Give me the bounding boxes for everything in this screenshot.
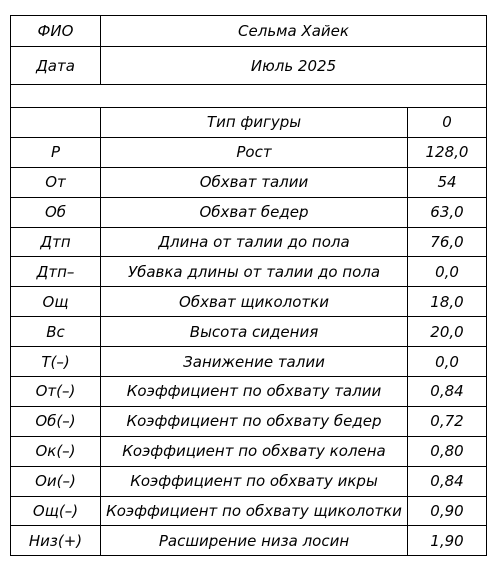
table-row xyxy=(11,137,487,167)
code-cell: От xyxy=(11,167,101,197)
value-cell: 0,0 xyxy=(408,257,487,287)
code-cell: Об xyxy=(11,197,101,227)
table-row xyxy=(11,436,487,466)
description-cell: Тип фигуры xyxy=(101,108,408,138)
code-cell: От(–) xyxy=(11,377,101,407)
description-cell: Обхват щиколотки xyxy=(101,287,408,317)
description-cell: Убавка длины от талии до пола xyxy=(101,257,408,287)
code-cell: Низ(+) xyxy=(11,526,101,556)
code-cell: Р xyxy=(11,137,101,167)
code-cell: Дтп xyxy=(11,227,101,257)
description-cell: Коэффициент по обхвату икры xyxy=(101,466,408,496)
name-label: ФИО xyxy=(11,16,101,47)
name-row xyxy=(11,16,487,47)
code-cell: Ощ(–) xyxy=(11,496,101,526)
spacer-row xyxy=(11,85,487,108)
code-cell: Вс xyxy=(11,317,101,347)
code-cell: Дтп– xyxy=(11,257,101,287)
description-cell: Коэффициент по обхвату щиколотки xyxy=(101,496,408,526)
table-row xyxy=(11,466,487,496)
date-label: Дата xyxy=(11,47,101,85)
table-row xyxy=(11,347,487,377)
description-cell: Коэффициент по обхвату талии xyxy=(101,377,408,407)
table-row xyxy=(11,257,487,287)
value-cell: 0,72 xyxy=(408,406,487,436)
table-row xyxy=(11,227,487,257)
value-cell: 18,0 xyxy=(408,287,487,317)
table-row xyxy=(11,377,487,407)
code-cell: Ощ xyxy=(11,287,101,317)
description-cell: Обхват талии xyxy=(101,167,408,197)
code-cell: Ок(–) xyxy=(11,436,101,466)
description-cell: Расширение низа лосин xyxy=(101,526,408,556)
table-row xyxy=(11,108,487,138)
code-cell: Ои(–) xyxy=(11,466,101,496)
name-value: Сельма Хайек xyxy=(101,16,487,47)
value-cell: 0,90 xyxy=(408,496,487,526)
value-cell: 0,84 xyxy=(408,377,487,407)
table-row xyxy=(11,526,487,556)
table-row xyxy=(11,167,487,197)
table-row xyxy=(11,197,487,227)
value-cell: 0,80 xyxy=(408,436,487,466)
description-cell: Коэффициент по обхвату колена xyxy=(101,436,408,466)
table-row xyxy=(11,406,487,436)
measurement-table xyxy=(10,15,487,556)
code-cell xyxy=(11,108,101,138)
value-cell: 0,84 xyxy=(408,466,487,496)
value-cell: 0 xyxy=(408,108,487,138)
table-row xyxy=(11,496,487,526)
description-cell: Коэффициент по обхвату бедер xyxy=(101,406,408,436)
date-row xyxy=(11,47,487,85)
description-cell: Длина от талии до пола xyxy=(101,227,408,257)
value-cell: 128,0 xyxy=(408,137,487,167)
value-cell: 20,0 xyxy=(408,317,487,347)
code-cell: Т(–) xyxy=(11,347,101,377)
value-cell: 54 xyxy=(408,167,487,197)
description-cell: Обхват бедер xyxy=(101,197,408,227)
spacer-cell xyxy=(11,85,487,108)
value-cell: 1,90 xyxy=(408,526,487,556)
value-cell: 76,0 xyxy=(408,227,487,257)
value-cell: 0,0 xyxy=(408,347,487,377)
value-cell: 63,0 xyxy=(408,197,487,227)
code-cell: Об(–) xyxy=(11,406,101,436)
description-cell: Рост xyxy=(101,137,408,167)
description-cell: Занижение талии xyxy=(101,347,408,377)
table-row xyxy=(11,317,487,347)
table-row xyxy=(11,287,487,317)
description-cell: Высота сидения xyxy=(101,317,408,347)
measurement-sheet xyxy=(10,15,487,556)
date-value: Июль 2025 xyxy=(101,47,487,85)
